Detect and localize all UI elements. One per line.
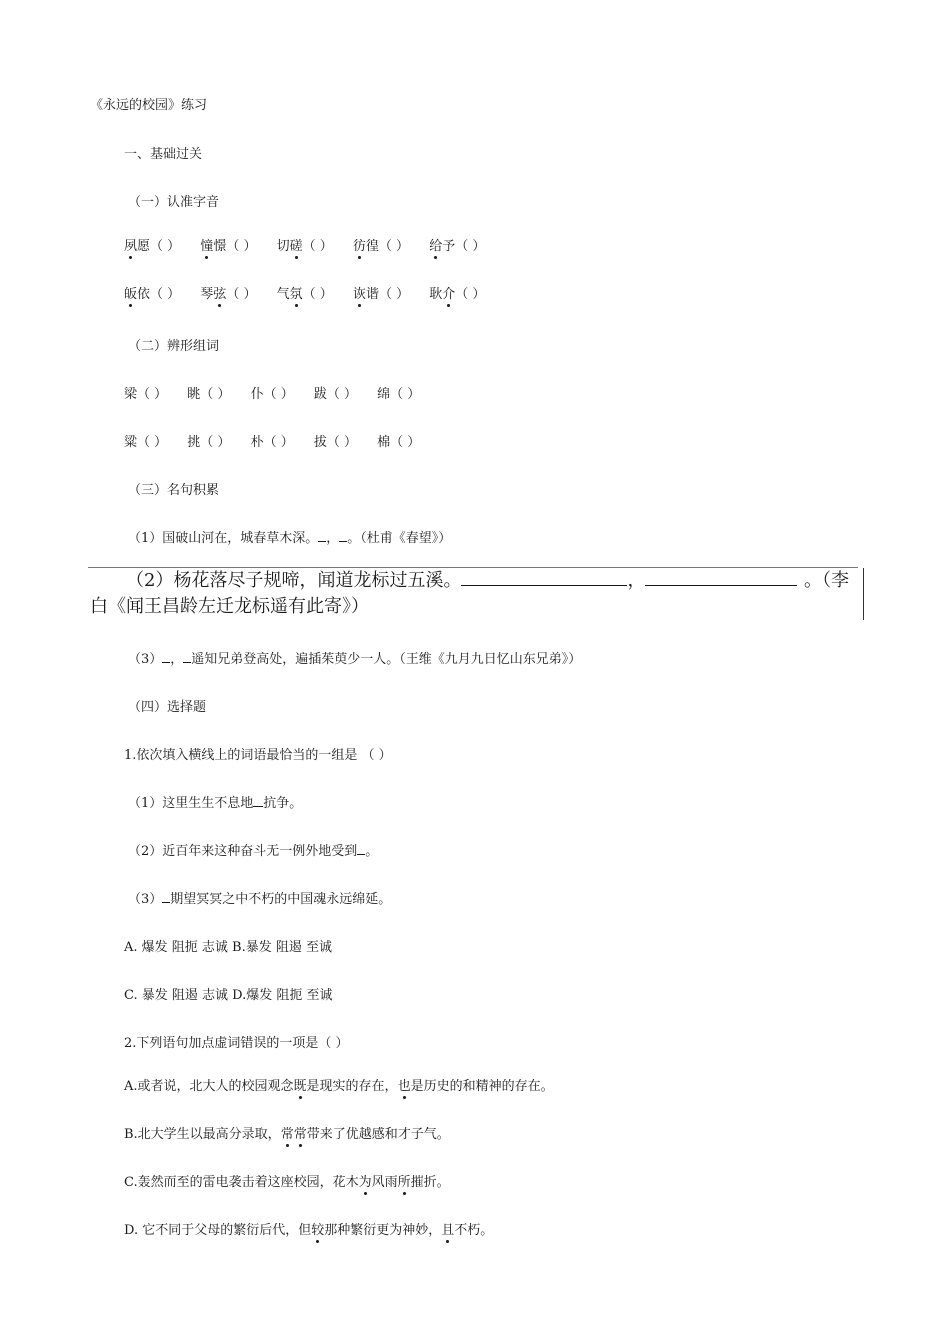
sentence-2: （2）近百年来这种奋斗无一例外地受到 。 [128,844,379,859]
word-item: 朴（ ） [250,435,294,450]
word-item: 眺（ ） [187,387,231,402]
word-item: 棉（ ） [377,435,421,450]
option-d[interactable]: D. 它不同于父母的繁衍后代，但较那种繁衍更为神妙，且不朽。 [124,1223,494,1238]
sentence-1: （1）这里生生不息地 抗争。 [128,796,303,811]
part3-heading: （三）名句积累 [128,483,220,498]
pinyin-item: 彷徨（ ） [352,239,410,254]
quote-question-1: （1）国破山河在，城春草木深。 ， 。（杜甫《春望》） [128,531,452,546]
answer-blank[interactable] [461,573,627,586]
choice-question-1-stem: 1.依次填入横线上的词语最恰当的一组是 （ ） [124,748,392,763]
answer-blank[interactable] [645,573,797,586]
pinyin-row-1 [124,237,485,257]
pinyin-item: 皈依（ ） [124,287,181,302]
part1-heading: （一）认准字音 [128,195,220,210]
word-item: 拔（ ） [313,435,357,450]
word-item: 梁（ ） [124,387,168,402]
word-item: 挑（ ） [187,435,231,450]
document-title: 《永远的校园》练习 [90,98,208,113]
section-heading-basics: 一、基础过关 [124,147,203,162]
part4-heading: （四）选择题 [128,700,207,715]
pinyin-item: 气氛（ ） [276,287,333,302]
word-row-1 [124,385,420,405]
word-item: 绵（ ） [377,387,421,402]
quote-question-2-end: 。（李 [804,570,849,591]
option-c[interactable]: C.轰然而至的雷电袭击着这座校园，花木为风雨所摧折。 [124,1175,450,1190]
word-item: 粱（ ） [124,435,168,450]
pinyin-item: 耿介（ ） [429,287,486,302]
word-item: 仆（ ） [250,387,294,402]
pinyin-row-2 [124,285,485,305]
pinyin-item: 切磋（ ） [276,239,333,254]
divider [863,568,864,620]
options-ab[interactable]: A. 爆发 阻扼 志诚 B.暴发 阻遏 至诚 [124,940,333,955]
answer-blank[interactable] [253,794,263,807]
quote-question-3: （3） ， 遥知兄弟登高处，遍插茱萸少一人。（王维《九月九日忆山东兄弟》） [128,652,582,667]
pinyin-item: 琴弦（ ） [200,287,257,302]
pinyin-item: 给予（ ） [429,239,486,254]
options-cd[interactable]: C. 暴发 阻遏 志诚 D.爆发 阻扼 至诚 [124,988,333,1003]
option-b[interactable]: B.北大学生以最高分录取，常常带来了优越感和才子气。 [124,1127,450,1142]
quote-question-2: （2）杨花落尽子规啼，闻道龙标过五溪。 ， [126,568,797,594]
option-a[interactable]: A.或者说，北大人的校园观念既是现实的存在，也是历史的和精神的存在。 [124,1079,554,1094]
choice-question-2-stem: 2.下列语句加点虚词错误的一项是（ ） [124,1036,349,1051]
sentence-3: （3） 期望冥冥之中不朽的中国魂永远绵延。 [128,892,392,907]
pinyin-item: 夙愿（ ） [124,239,181,254]
quote-question-2-source: 白《闻王昌龄左迁龙标遥有此寄》） [90,596,369,617]
pinyin-item: 憧憬（ ） [200,239,257,254]
word-item: 跋（ ） [313,387,357,402]
pinyin-item: 诙谐（ ） [352,287,410,302]
part2-heading: （二）辨形组词 [128,339,220,354]
word-row-2 [124,433,420,453]
